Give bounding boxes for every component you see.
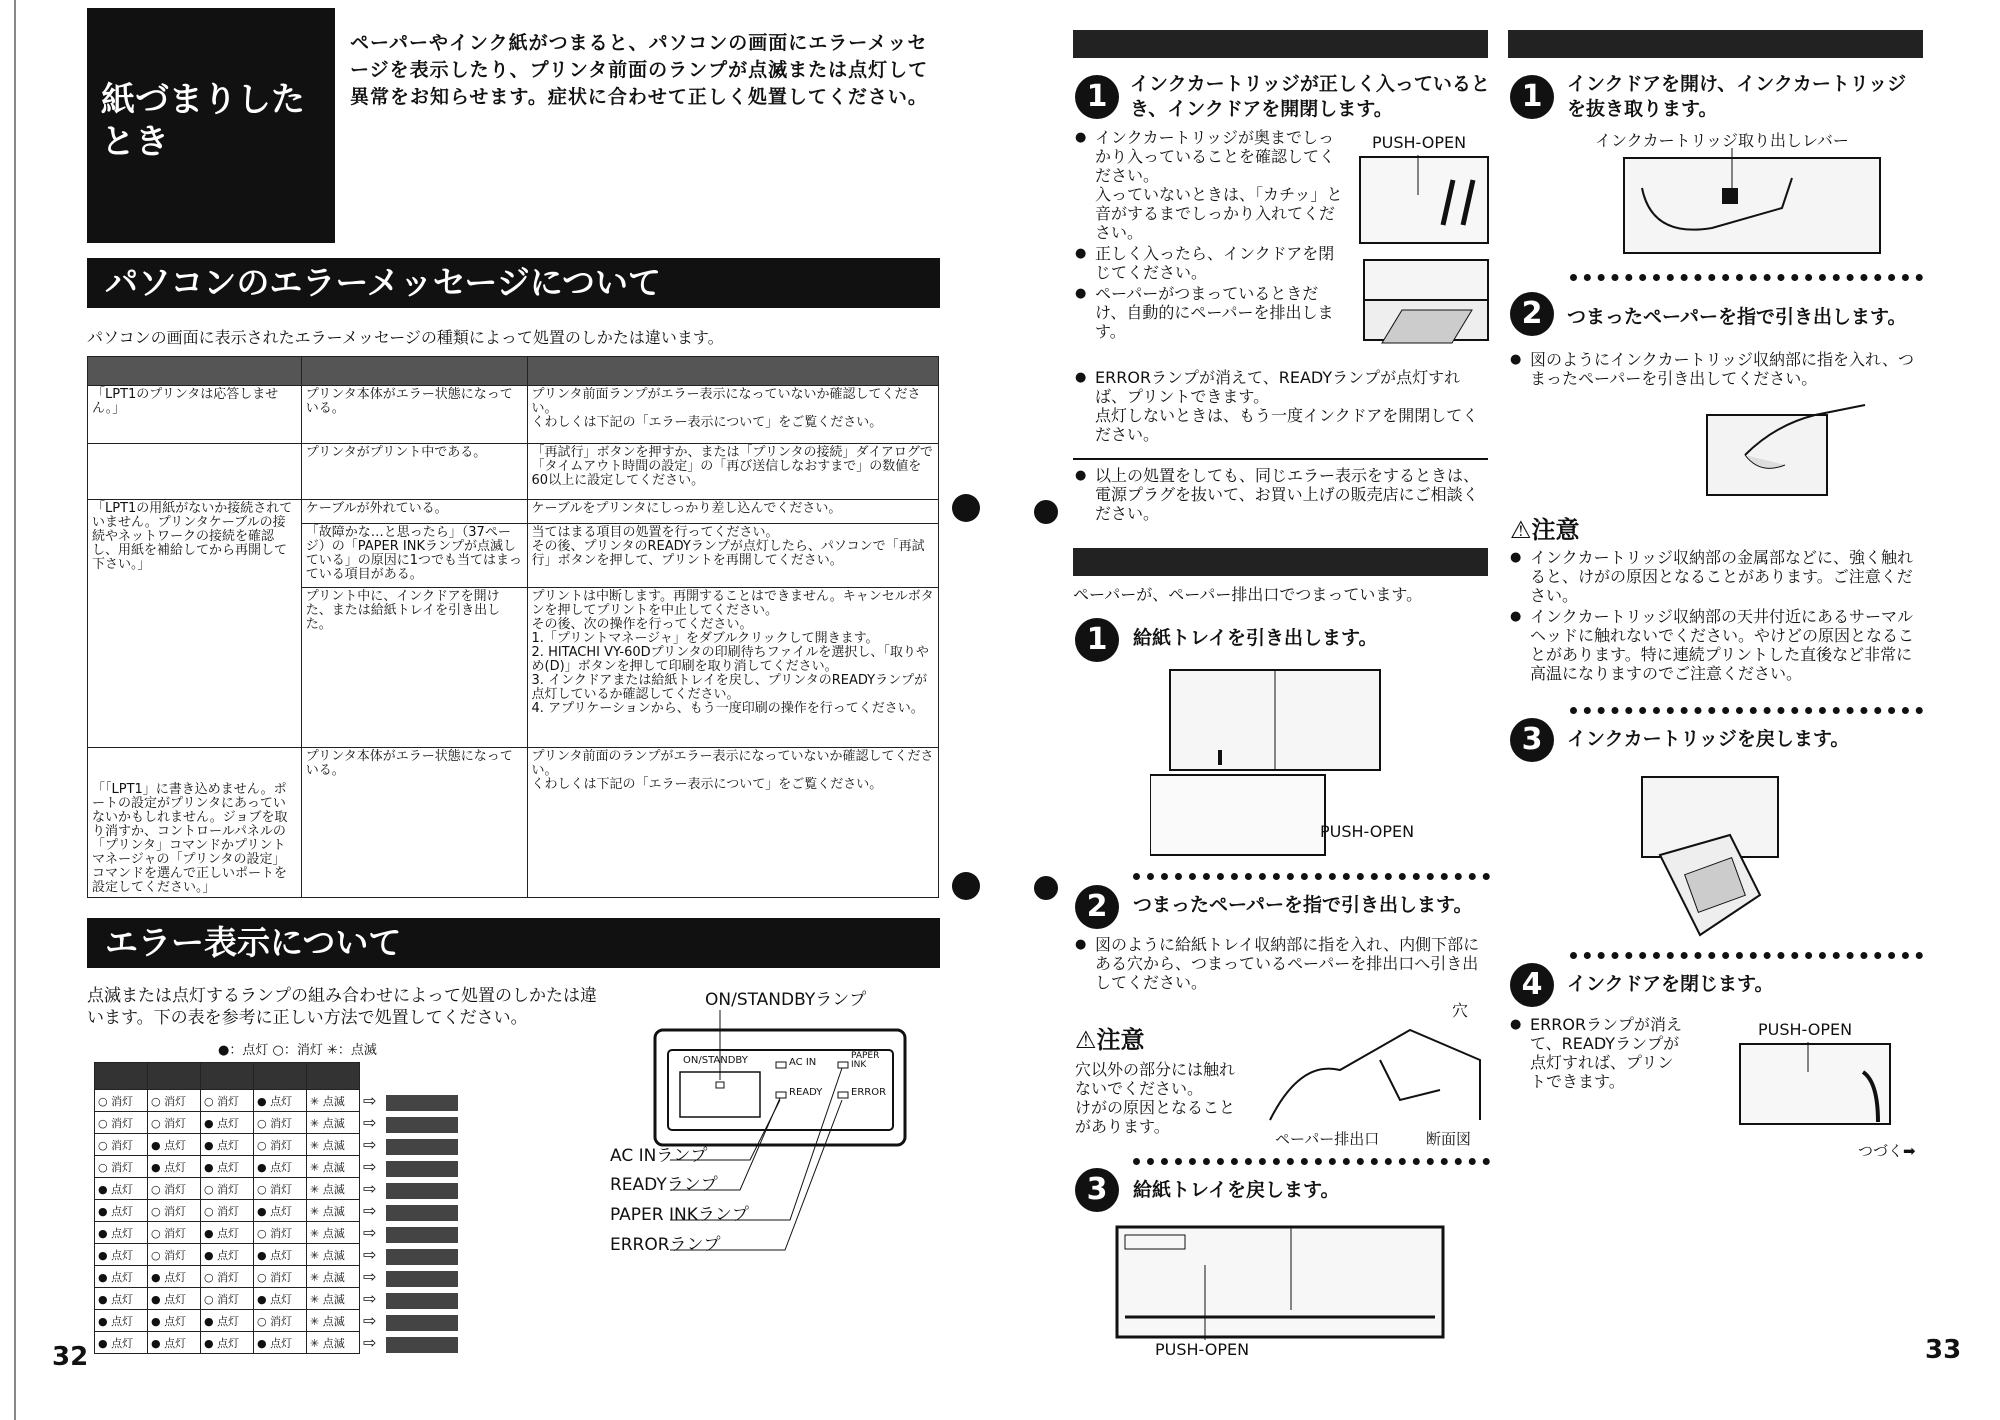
- cell-action: 「再試行」ボタンを押すか、または「プリンタの接続」ダイアログで「タイムアウト時間の設定」の「再び送信しなおすまで」の数値を60以上に設定してください。: [527, 444, 938, 500]
- result-box: [386, 1183, 458, 1199]
- lamp-table-row: [95, 1178, 462, 1200]
- step-number: 2: [1075, 885, 1119, 929]
- printer-front-illustration: [1115, 1225, 1445, 1340]
- step-number: 1: [1075, 75, 1119, 119]
- col2-caution-list: [1510, 548, 1923, 685]
- lamp-table-row: [95, 1310, 462, 1332]
- lamp-cell: ○ 消灯: [148, 1200, 201, 1222]
- door-close-illustration: [1738, 1042, 1893, 1127]
- lamp-cell: ✳ 点滅: [307, 1266, 360, 1288]
- lamp-cell: ● 点灯: [201, 1134, 254, 1156]
- lamp-cell: ○ 消灯: [254, 1112, 307, 1134]
- cell-cause: プリンタ本体がエラー状態になっている。: [301, 748, 527, 898]
- lamp-result-cell: [360, 1134, 462, 1156]
- arrow-icon: ⇨: [363, 1244, 377, 1264]
- header-error: [307, 1063, 360, 1090]
- lamp-cell: ○ 消灯: [95, 1156, 148, 1178]
- list-item: ● ペーパーがつまっているときだけ、自動的にペーパーを排出します。: [1075, 284, 1343, 341]
- printer-eject-illustration: [1362, 255, 1490, 345]
- label-section-view: 断面図: [1426, 1130, 1472, 1148]
- result-box: [386, 1139, 458, 1155]
- lamp-cell: ○ 消灯: [148, 1090, 201, 1112]
- panel-ready: READY: [789, 1087, 823, 1098]
- step-number: 3: [1075, 1168, 1119, 1212]
- header-ac-in: [148, 1063, 201, 1090]
- page-number-left: 32: [52, 1342, 89, 1372]
- lamp-cell: ● 点灯: [254, 1156, 307, 1178]
- chapter-title-line2: とき: [101, 122, 169, 162]
- lamp-cell: ✳ 点滅: [307, 1156, 360, 1178]
- lamp-cell: ✳ 点滅: [307, 1134, 360, 1156]
- lamp-status-table: [94, 1062, 462, 1354]
- lamp-cell: ● 点灯: [95, 1288, 148, 1310]
- lamp-result-cell: [360, 1332, 462, 1354]
- cartridge-removal-illustration: [1622, 148, 1882, 258]
- cell-message: 「LPT1の用紙がないか接続されていません。プリンタケーブルの接続やネットワークの接続を確認し、用紙を補給してから再開して下さい。」: [88, 500, 302, 748]
- note-list: [1075, 466, 1490, 525]
- lamp-cell: ✳ 点滅: [307, 1288, 360, 1310]
- lamp-table-row: [95, 1200, 462, 1222]
- lamp-table-header: [95, 1063, 462, 1090]
- header-ready: [201, 1063, 254, 1090]
- warning-icon: ⚠: [1510, 516, 1532, 544]
- table-row: [88, 386, 939, 444]
- result-box: [386, 1227, 458, 1243]
- step-number: 1: [1075, 618, 1119, 662]
- lamp-cell: ● 点灯: [148, 1310, 201, 1332]
- list-item: ● ERRORランプが消えて、READYランプが点灯すれば、プリントできます。 点灯しないときは、もう一度インクドアを開閉してください。: [1075, 368, 1490, 444]
- lamp-legend: ●：点灯 ○：消灯 ✳：点滅: [218, 1043, 377, 1058]
- cartridge-return-illustration: [1640, 775, 1780, 940]
- lamp-cell: ● 点灯: [95, 1310, 148, 1332]
- chapter-title-box: [87, 8, 335, 243]
- col2-step3-title: インクカートリッジを戻します。: [1567, 728, 1850, 750]
- cell-action: プリントは中断します。再開することはできません。キャンセルボタンを押してプリントを中止してください。 その後、次の操作を行ってください。 1.「プリントマネージャ」をダブルクリックして開きます。 2. HITACHI VY-60Dプリンタの印刷待ちファイルを選択し、「取りやめ(D)」ボタンを押して印刷を取り消してください。 3. インクドアまたは給紙トレイを戻し、プリンタのREADYランプが点灯しているか確認してください。 4. アプリケーションから、もう一度印刷の操作を行ってください。: [527, 588, 938, 748]
- list-item: ● ERRORランプが消えて、READYランプが点灯すれば、プリントできます。: [1510, 1015, 1685, 1091]
- lamp-table-row: [95, 1244, 462, 1266]
- lamp-result-cell: [360, 1090, 462, 1112]
- arrow-icon: ⇨: [363, 1112, 377, 1132]
- dotted-divider: [1570, 274, 1923, 281]
- lamp-cell: ● 点灯: [201, 1244, 254, 1266]
- lamp-cell: ○ 消灯: [201, 1266, 254, 1288]
- lamp-cell: ● 点灯: [95, 1222, 148, 1244]
- col2-push-open-label: PUSH-OPEN: [1758, 1020, 1853, 1039]
- b-step2-bullets: [1075, 935, 1490, 994]
- cell-message: 「「LPT1」に書き込めません。ポートの設定がプリンタにあっていないかもしれません。ジョブを取り消すか、コントロールパネルの「プリンタ」コマンドかプリントマネージャの「プリンタの設定」コマンドを選んで正しいポートを設定してください。」: [88, 748, 302, 898]
- lamp-cell: ● 点灯: [254, 1332, 307, 1354]
- warning-icon: ⚠: [1075, 1026, 1097, 1054]
- dotted-divider: [1570, 707, 1923, 714]
- ink-door-illustration: [1358, 155, 1490, 245]
- page-edge: [14, 0, 16, 1420]
- header-paper-ink: [254, 1063, 307, 1090]
- lamp-cell: ○ 消灯: [148, 1112, 201, 1134]
- list-item: ● インクカートリッジが奥までしっかり入っていることを確認してください。 入っていないときは、「カチッ」と音がするまでしっかり入れてください。: [1075, 128, 1343, 242]
- lamp-cell: ○ 消灯: [254, 1178, 307, 1200]
- intro-text: ペーパーやインク紙がつまると、パソコンの画面にエラーメッセージを表示したり、プリンタ前面のランプが点滅または点灯して異常をお知らせます。症状に合わせて正しく処置してください。: [350, 32, 929, 108]
- lamp-cell: ○ 消灯: [201, 1090, 254, 1112]
- lamp-cell: ○ 消灯: [254, 1222, 307, 1244]
- panel-paper-ink: PAPER INK: [851, 1051, 880, 1070]
- b-push-open-label-2: PUSH-OPEN: [1155, 1340, 1250, 1359]
- cell-action: プリンタ前面ランプがエラー表示になっていないか確認してください。 くわしくは下記の「エラー表示について」をご覧ください。: [527, 386, 938, 444]
- table-row: [88, 748, 939, 898]
- col2-step4-title: インクドアを閉じます。: [1567, 973, 1774, 995]
- cell-action: 当てはまる項目の処置を行ってください。 その後、プリンタのREADYランプが点灯したら、パソコンで「再試行」ボタンを押して、プリントを再開してください。: [527, 524, 938, 588]
- lamp-result-cell: [360, 1200, 462, 1222]
- lamp-cell: ● 点灯: [95, 1244, 148, 1266]
- cell-cause: ケーブルが外れている。: [301, 500, 527, 524]
- arrow-icon: ⇨: [363, 1222, 377, 1242]
- result-box: [386, 1161, 458, 1177]
- lamp-cell: ○ 消灯: [95, 1112, 148, 1134]
- lamp-cell: ✳ 点滅: [307, 1222, 360, 1244]
- caution-heading: ⚠注意: [1075, 1026, 1145, 1054]
- lamp-cell: ○ 消灯: [148, 1178, 201, 1200]
- list-item: ● 正しく入ったら、インクドアを閉じてください。: [1075, 244, 1343, 282]
- step-number: 4: [1510, 963, 1554, 1007]
- lamp-cell: ● 点灯: [201, 1310, 254, 1332]
- dotted-divider: [1133, 873, 1490, 880]
- label-error-lamp: ERRORランプ: [610, 1235, 721, 1255]
- lamp-result-cell: [360, 1244, 462, 1266]
- lamp-result-cell: [360, 1288, 462, 1310]
- cell-message: 「LPT1のプリンタは応答しません。」: [88, 386, 302, 444]
- lamp-cell: ○ 消灯: [148, 1222, 201, 1244]
- lamp-table-row: [95, 1090, 462, 1112]
- push-open-label: PUSH-OPEN: [1372, 133, 1467, 152]
- col2-step2-bullets: [1510, 350, 1923, 390]
- lamp-cell: ✳ 点滅: [307, 1090, 360, 1112]
- lamp-cell: ✳ 点滅: [307, 1244, 360, 1266]
- result-box: [386, 1117, 458, 1133]
- section1-lead: パソコンの画面に表示されたエラーメッセージの種類によって処置のしかたは違います。: [87, 328, 724, 347]
- lamp-cell: ✳ 点滅: [307, 1310, 360, 1332]
- list-item: ● インクカートリッジ収納部の天井付近にあるサーマルヘッドに触れないでください。やけどの原因となることがあります。特に連続プリントした直後など非常に高温になりますのでご注意ください。: [1510, 607, 1923, 683]
- lamp-cell: ● 点灯: [254, 1200, 307, 1222]
- lamp-table-row: [95, 1156, 462, 1178]
- arrow-icon: ⇨: [363, 1200, 377, 1220]
- lamp-cell: ● 点灯: [148, 1288, 201, 1310]
- lamp-table-row: [95, 1288, 462, 1310]
- lamp-cell: ● 点灯: [95, 1266, 148, 1288]
- page-number-right: 33: [1925, 1335, 1962, 1365]
- lamp-cell: ✳ 点滅: [307, 1178, 360, 1200]
- lamp-cell: ● 点灯: [201, 1332, 254, 1354]
- panel-on-standby: ON/STANDBY: [683, 1055, 748, 1066]
- lamp-table-row: [95, 1332, 462, 1354]
- label-ac-in-lamp: AC INランプ: [610, 1146, 708, 1166]
- step-number: 2: [1510, 292, 1554, 336]
- lamp-cell: ● 点灯: [148, 1134, 201, 1156]
- lamp-cell: ○ 消灯: [254, 1310, 307, 1332]
- dotted-divider: [1133, 1158, 1490, 1165]
- cell-cause: プリンタがプリント中である。: [301, 444, 527, 500]
- lamp-cell: ● 点灯: [148, 1332, 201, 1354]
- binding-hole: [952, 494, 980, 522]
- header-on-standby: [95, 1063, 148, 1090]
- section2-lead: 点滅または点灯するランプの組み合わせによって処置のしかたは違います。下の表を参考に正しい方法で処置してください。: [87, 986, 597, 1028]
- lamp-result-cell: [360, 1112, 462, 1134]
- cell-cause: 「故障かな…と思ったら」（37ページ）の「PAPER INKランプが点滅している」の原因に1つでも当てはまっている項目がある。: [301, 524, 527, 588]
- lamp-cell: ○ 消灯: [148, 1244, 201, 1266]
- label-outlet: ペーパー排出口: [1275, 1130, 1380, 1148]
- case-b-lead: ペーパーが、ペーパー排出口でつまっています。: [1073, 585, 1423, 604]
- panel-error: ERROR: [851, 1087, 887, 1098]
- lamp-cell: ● 点灯: [201, 1222, 254, 1244]
- result-box: [386, 1315, 458, 1331]
- lamp-cell: ○ 消灯: [95, 1090, 148, 1112]
- lamp-cell: ○ 消灯: [95, 1134, 148, 1156]
- lamp-cell: ✳ 点滅: [307, 1200, 360, 1222]
- dotted-divider: [1570, 952, 1923, 959]
- result-box: [386, 1249, 458, 1265]
- table-row: [88, 444, 939, 500]
- result-box: [386, 1337, 458, 1353]
- cell-action: プリンタ前面のランプがエラー表示になっていないか確認してください。 くわしくは下記の「エラー表示について」をご覧ください。: [527, 748, 938, 898]
- lamp-table-row: [95, 1222, 462, 1244]
- lamp-result-cell: [360, 1222, 462, 1244]
- binding-hole: [1034, 876, 1058, 900]
- lamp-cell: ○ 消灯: [254, 1266, 307, 1288]
- panel-ac-in: AC IN: [789, 1057, 817, 1068]
- lamp-cell: ● 点灯: [95, 1200, 148, 1222]
- label-on-standby-lamp: ON/STANDBYランプ: [705, 990, 867, 1010]
- cell-cause: プリンタ本体がエラー状態になっている。: [301, 386, 527, 444]
- list-item: ● インクカートリッジ収納部の金属部などに、強く触れると、けがの原因となることがあります。ご注意ください。: [1510, 548, 1923, 605]
- result-box: [386, 1293, 458, 1309]
- cell-action: ケーブルをプリンタにしっかり差し込んでください。: [527, 500, 938, 524]
- col2-step2-title: つまったペーパーを指で引き出します。: [1567, 306, 1907, 328]
- result-box: [386, 1095, 458, 1111]
- lever-label: インクカートリッジ取り出しレバー: [1595, 131, 1849, 150]
- step-number: 3: [1510, 718, 1554, 762]
- lamp-cell: ✳ 点滅: [307, 1332, 360, 1354]
- table-header-row: [88, 357, 939, 386]
- lamp-cell: ● 点灯: [201, 1112, 254, 1134]
- lamp-cell: ✳ 点滅: [307, 1112, 360, 1134]
- b-step1-title: 給紙トレイを引き出します。: [1133, 627, 1378, 649]
- step1-bullets-a: [1075, 128, 1343, 343]
- error-message-table: [87, 356, 939, 898]
- lamp-result-cell: [360, 1178, 462, 1200]
- lamp-cell: ● 点灯: [148, 1156, 201, 1178]
- finger-pull-illustration: [1705, 395, 1870, 500]
- arrow-icon: ⇨: [363, 1288, 377, 1308]
- step1-bullets-b: [1075, 368, 1490, 446]
- list-item: ● 以上の処置をしても、同じエラー表示をするときは、電源プラグを抜いて、お買い上げの販売店にご相談ください。: [1075, 466, 1490, 523]
- lamp-cell: ● 点灯: [95, 1332, 148, 1354]
- section-title-pc-error: パソコンのエラーメッセージについて: [87, 258, 940, 308]
- lamp-table-row: [95, 1112, 462, 1134]
- binding-hole: [952, 872, 980, 900]
- step-number: 1: [1510, 75, 1554, 119]
- arrow-icon: ⇨: [363, 1266, 377, 1286]
- lamp-table-row: [95, 1134, 462, 1156]
- chapter-title-line1: 紙づまりした: [101, 80, 305, 120]
- result-box: [386, 1205, 458, 1221]
- lamp-cell: ● 点灯: [254, 1244, 307, 1266]
- binding-hole: [1034, 500, 1058, 524]
- arrow-icon: ⇨: [363, 1310, 377, 1330]
- lamp-result-cell: [360, 1156, 462, 1178]
- col2-step4-bullets: [1510, 1015, 1685, 1093]
- label-ready-lamp: READYランプ: [610, 1175, 718, 1195]
- step1-title: インクカートリッジが正しく入っているとき、インクドアを開閉します。: [1130, 73, 1490, 120]
- section-title-error-display: エラー表示について: [87, 918, 940, 968]
- continue-label: つづく➡: [1858, 1142, 1916, 1160]
- arrow-icon: ⇨: [363, 1090, 377, 1110]
- col2-caution-heading: ⚠注意: [1510, 516, 1580, 544]
- arrow-icon: ⇨: [363, 1134, 377, 1154]
- caution-text: 穴以外の部分には触れないでください。 けがの原因となることがあります。: [1075, 1060, 1236, 1136]
- b-step3-title: 給紙トレイを戻します。: [1133, 1179, 1340, 1201]
- table-row: [88, 500, 939, 524]
- list-item: ● 図のように給紙トレイ収納部に指を入れ、内側下部にある穴から、つまっているペーパーを排出口へ引き出してください。: [1075, 935, 1490, 992]
- lamp-cell: ○ 消灯: [201, 1178, 254, 1200]
- col2-header-bar: [1508, 30, 1923, 58]
- col2-step1-title: インクドアを開け、インクカートリッジを抜き取ります。: [1567, 73, 1907, 120]
- lamp-result-cell: [360, 1310, 462, 1332]
- lamp-cell: ● 点灯: [254, 1090, 307, 1112]
- arrow-icon: ⇨: [363, 1178, 377, 1198]
- b-step2-title: つまったペーパーを指で引き出します。: [1133, 894, 1473, 916]
- case-header-bar: [1073, 30, 1488, 58]
- b-push-open-label: PUSH-OPEN: [1320, 822, 1415, 841]
- label-hole: 穴: [1452, 1001, 1469, 1020]
- arrow-icon: ⇨: [363, 1332, 377, 1352]
- lamp-cell: ○ 消灯: [201, 1200, 254, 1222]
- lamp-cell: ● 点灯: [148, 1266, 201, 1288]
- label-paper-ink-lamp: PAPER INKランプ: [610, 1205, 749, 1225]
- lamp-cell: ● 点灯: [201, 1156, 254, 1178]
- cell-message: [88, 444, 302, 500]
- arrow-icon: ⇨: [363, 1156, 377, 1176]
- lamp-cell: ○ 消灯: [201, 1288, 254, 1310]
- lamp-result-cell: [360, 1266, 462, 1288]
- case-b-header-bar: [1073, 548, 1488, 576]
- lamp-table-row: [95, 1266, 462, 1288]
- lamp-cell: ● 点灯: [254, 1288, 307, 1310]
- divider: [1073, 458, 1488, 460]
- lamp-cell: ● 点灯: [95, 1178, 148, 1200]
- lamp-cell: ○ 消灯: [254, 1134, 307, 1156]
- list-item: ● 図のようにインクカートリッジ収納部に指を入れ、つまったペーパーを引き出してください。: [1510, 350, 1923, 388]
- result-box: [386, 1271, 458, 1287]
- cell-cause: プリント中に、インクドアを開けた、または給紙トレイを引き出した。: [301, 588, 527, 748]
